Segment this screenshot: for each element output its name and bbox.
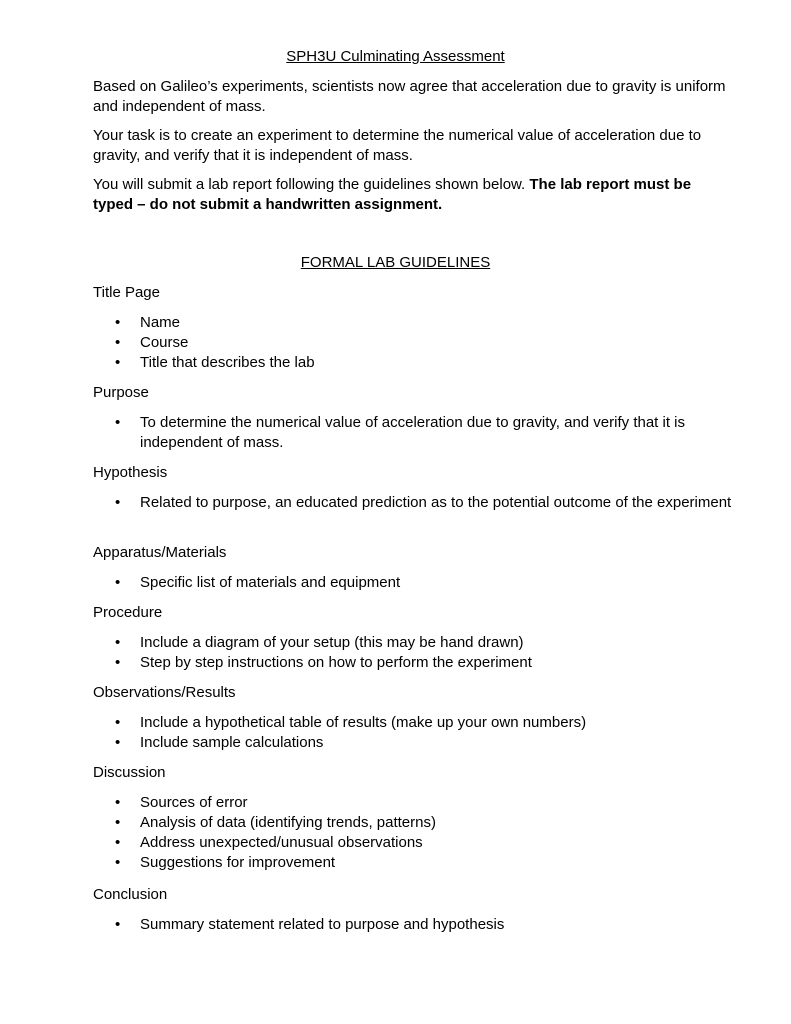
section-heading-observations: Observations/Results xyxy=(93,684,236,701)
intro-paragraph-2: Your task is to create an experiment to determine the numerical value of acceleration due to gravity, and verify that it is independent of mass. xyxy=(93,127,702,164)
bullet-item: • Sources of error xyxy=(115,793,740,813)
bullet-item: • Name xyxy=(115,313,740,333)
bullet-item: • Summary statement related to purpose and hypothesis xyxy=(115,915,740,935)
section-heading-apparatus: Apparatus/Materials xyxy=(93,544,227,561)
bullet-item: • Related to purpose, an educated prediction as to the potential outcome of the experiment xyxy=(115,493,740,513)
section-heading-title-page: Title Page xyxy=(93,284,160,301)
section-heading-conclusion: Conclusion xyxy=(93,886,168,903)
submit-text: You will submit a lab report following the guidelines shown below. xyxy=(93,176,526,193)
submit-paragraph xyxy=(93,175,733,215)
bullet-item: • Include a hypothetical table of results (make up your own numbers) xyxy=(115,713,740,733)
bullet-item: • Include sample calculations xyxy=(115,733,740,753)
bullet-item: • Specific list of materials and equipment xyxy=(115,573,740,593)
bullet-item: • Title that describes the lab xyxy=(115,353,740,373)
section-heading-purpose: Purpose xyxy=(93,384,149,401)
bullet-item: • Suggestions for improvement xyxy=(115,853,740,873)
section-heading-discussion: Discussion xyxy=(93,764,166,781)
document-title: SPH3U Culminating Assessment xyxy=(286,48,505,65)
guidelines-title: FORMAL LAB GUIDELINES xyxy=(300,254,491,271)
section-heading-hypothesis: Hypothesis xyxy=(93,464,168,481)
bullet-item: • Address unexpected/unusual observations xyxy=(115,833,740,853)
bullet-item: • To determine the numerical value of acceleration due to gravity, and verify that it is independent of mass. xyxy=(115,413,740,453)
bullet-item: • Include a diagram of your setup (this may be hand drawn) xyxy=(115,633,740,653)
section-heading-procedure: Procedure xyxy=(93,604,163,621)
submit-bold-text: The lab report must be typed – do not submit a handwritten assignment. xyxy=(93,176,692,213)
bullet-item: • Course xyxy=(115,333,740,353)
intro-paragraph-1: Based on Galileo’s experiments, scientists now agree that acceleration due to gravity is uniform and independent of mass. xyxy=(93,78,726,115)
bullet-item: • Step by step instructions on how to perform the experiment xyxy=(115,653,740,673)
bullet-item: • Analysis of data (identifying trends, patterns) xyxy=(115,813,740,833)
